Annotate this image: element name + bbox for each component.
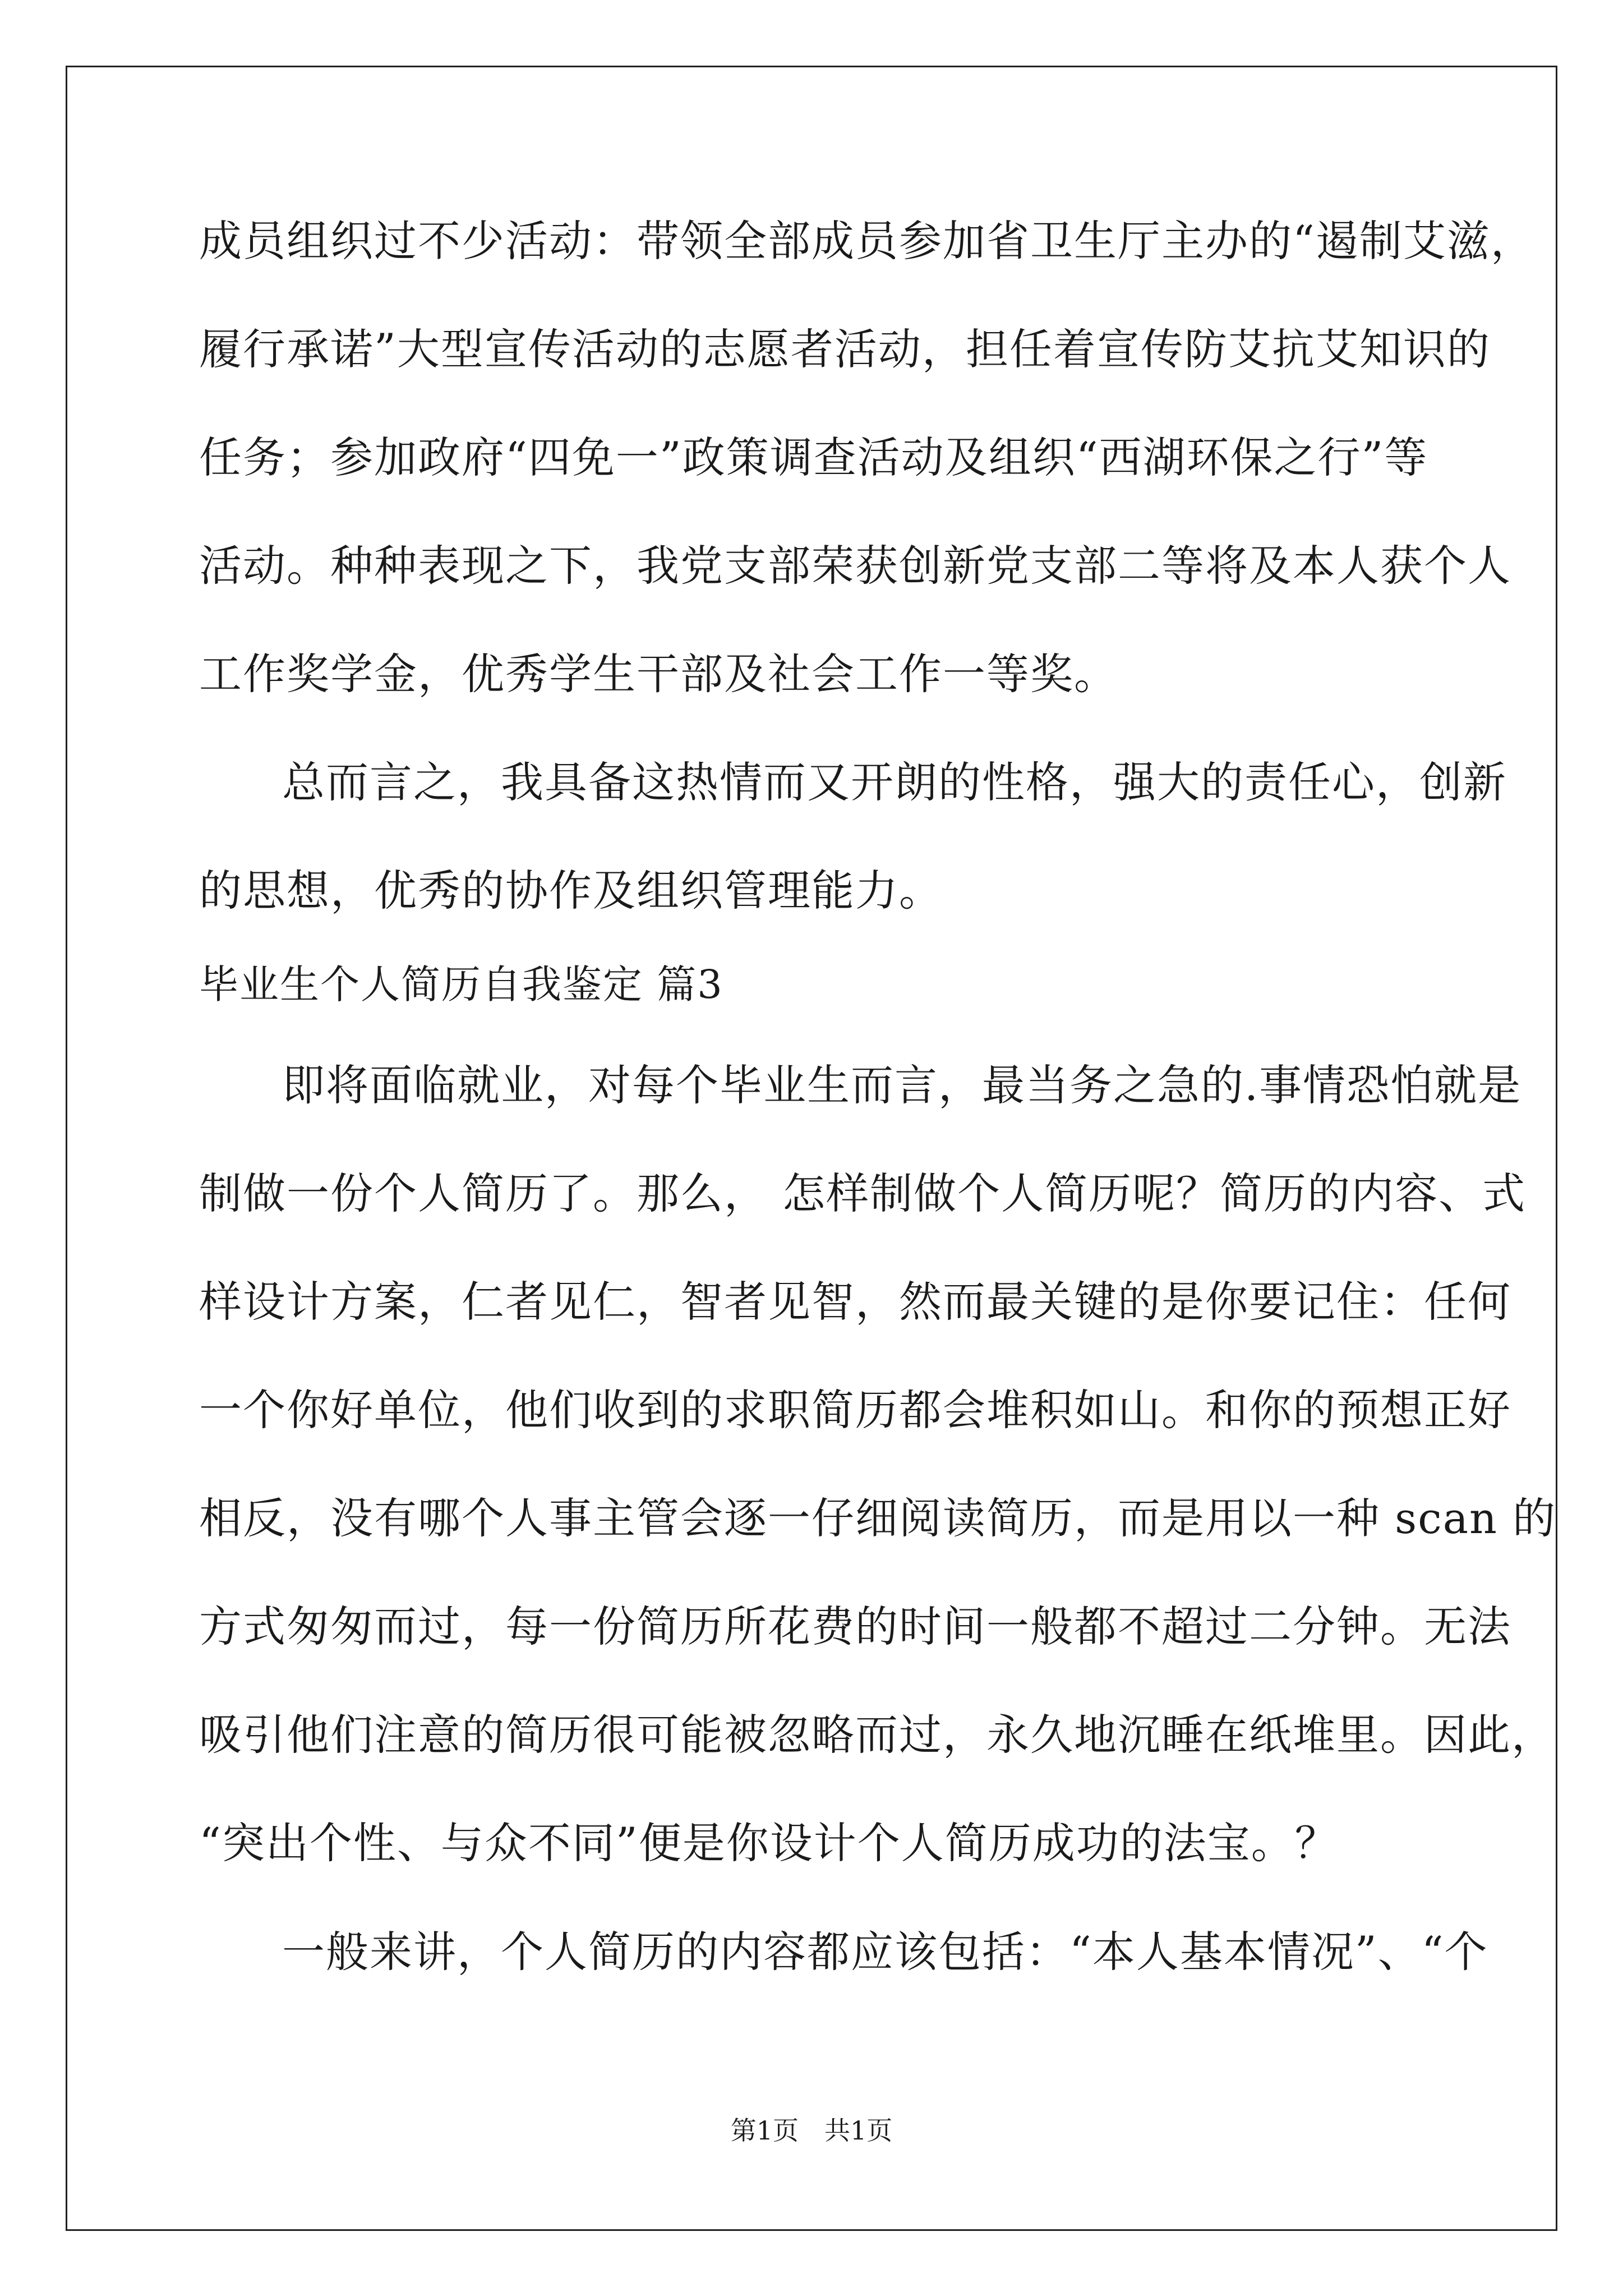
paragraph-line: “突出个性、与众不同”便是你设计个人简历成功的法宝。？ bbox=[199, 1818, 1339, 1868]
paragraph-line: 活动。种种表现之下，我党支部荣获创新党支部二等将及本人获个人 bbox=[199, 541, 1511, 591]
page-footer: 第1页 共1页 bbox=[730, 2115, 893, 2146]
paragraph-line: 吸引他们注意的简历很可能被忽略而过，永久地沉睡在纸堆里。因此， bbox=[199, 1710, 1555, 1760]
paragraph-line: 任务；参加政府“四免一”政策调查活动及组织“西湖环保之行”等 bbox=[199, 432, 1428, 482]
paragraph-line: 成员组织过不少活动：带领全部成员参加省卫生厅主办的“遏制艾滋， bbox=[199, 216, 1534, 266]
paragraph-line: 相反，没有哪个人事主管会逐一仔细阅读简历，而是用以一种 scan 的 bbox=[199, 1493, 1557, 1543]
section-heading: 毕业生个人简历自我鉴定 篇3 bbox=[199, 961, 723, 1007]
paragraph-line: 工作奖学金，优秀学生干部及社会工作一等奖。 bbox=[199, 649, 1118, 699]
paragraph-line: 一个你好单位，他们收到的求职简历都会堆积如山。和你的预想正好 bbox=[199, 1385, 1511, 1435]
paragraph-line: 样设计方案，仁者见仁，智者见智，然而最关键的是你要记住：任何 bbox=[199, 1277, 1511, 1327]
paragraph-line: 制做一份个人简历了。那么， 怎样制做个人简历呢？简历的内容、式 bbox=[199, 1168, 1527, 1218]
page-border bbox=[66, 66, 1557, 2231]
paragraph-line: 总而言之，我具备这热情而又开朗的性格，强大的责任心，创新 bbox=[282, 757, 1507, 807]
paragraph-line: 的思想，优秀的协作及组织管理能力。 bbox=[199, 866, 943, 915]
paragraph-line: 履行承诺”大型宣传活动的志愿者活动，担任着宣传防艾抗艾知识的 bbox=[199, 324, 1491, 374]
paragraph-line: 即将面临就业，对每个毕业生而言，最当务之急的.事情恐怕就是 bbox=[282, 1060, 1522, 1110]
paragraph-line: 方式匆匆而过，每一份简历所花费的时间一般都不超过二分钟。无法 bbox=[199, 1602, 1511, 1651]
paragraph-line: 一般来讲，个人简历的内容都应该包括：“本人基本情况”、“个 bbox=[282, 1927, 1488, 1977]
